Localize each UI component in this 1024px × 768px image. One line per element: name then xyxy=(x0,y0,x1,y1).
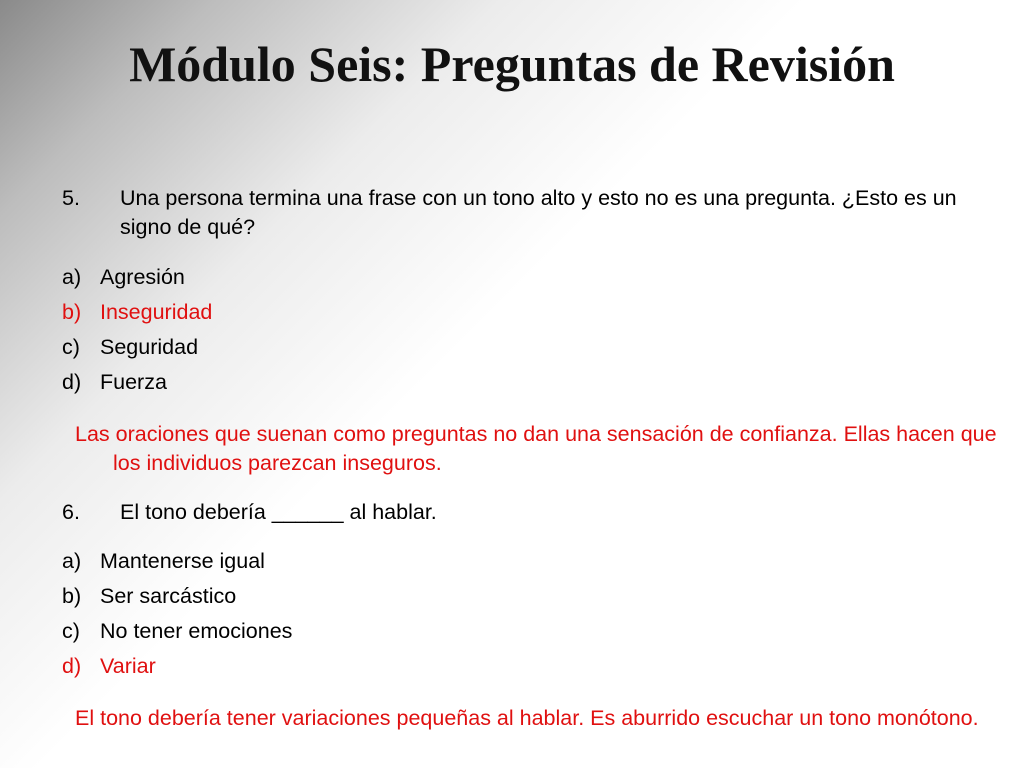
q6-option-b xyxy=(62,579,762,614)
question-5 xyxy=(62,184,962,242)
q5-option-a-letter: a) xyxy=(62,265,82,289)
q5-option-c xyxy=(62,330,762,365)
q6-option-a-text: Mantenerse igual xyxy=(100,549,265,573)
question-6-text: El tono debería ______ al hablar. xyxy=(120,500,437,524)
q5-option-b-letter: b) xyxy=(62,300,82,324)
q5-option-b-text: Inseguridad xyxy=(100,300,213,324)
q5-option-d-text: Fuerza xyxy=(100,370,167,394)
q5-option-c-text: Seguridad xyxy=(100,335,199,359)
q5-option-a-text: Agresión xyxy=(100,265,185,289)
q6-option-c xyxy=(62,614,762,649)
q6-option-c-text: No tener emociones xyxy=(100,619,293,643)
q5-option-c-letter: c) xyxy=(62,335,80,359)
q5-option-a xyxy=(62,260,762,295)
question-6 xyxy=(62,498,962,527)
q6-option-d-text: Variar xyxy=(100,654,156,678)
q6-option-d-letter: d) xyxy=(62,654,82,678)
slide-title: Módulo Seis: Preguntas de Revisión xyxy=(129,36,895,92)
q6-option-a-letter: a) xyxy=(62,549,82,573)
question-5-options xyxy=(62,260,762,400)
question-6-number: 6. xyxy=(62,500,80,524)
q6-option-c-letter: c) xyxy=(62,619,80,643)
q5-option-b-correct xyxy=(62,295,762,330)
q5-option-d-letter: d) xyxy=(62,370,82,394)
question-5-number: 5. xyxy=(62,186,80,210)
q6-option-b-letter: b) xyxy=(62,584,82,608)
question-6-explanation: El tono debería tener variaciones pequeñas al hablar. Es aburrido escuchar un tono monótono. xyxy=(75,706,979,730)
question-6-options xyxy=(62,544,762,684)
q5-option-d xyxy=(62,365,762,400)
q6-option-b-text: Ser sarcástico xyxy=(100,584,237,608)
q6-option-d-correct xyxy=(62,649,762,684)
question-5-explanation: Las oraciones que suenan como preguntas no dan una sensación de confianza. Ellas hacen que los individuos parezcan inseguros. xyxy=(75,422,997,475)
question-5-text: Una persona termina una frase con un tono alto y esto no es una pregunta. ¿Esto es un signo de qué? xyxy=(120,186,957,239)
q6-option-a xyxy=(62,544,762,579)
